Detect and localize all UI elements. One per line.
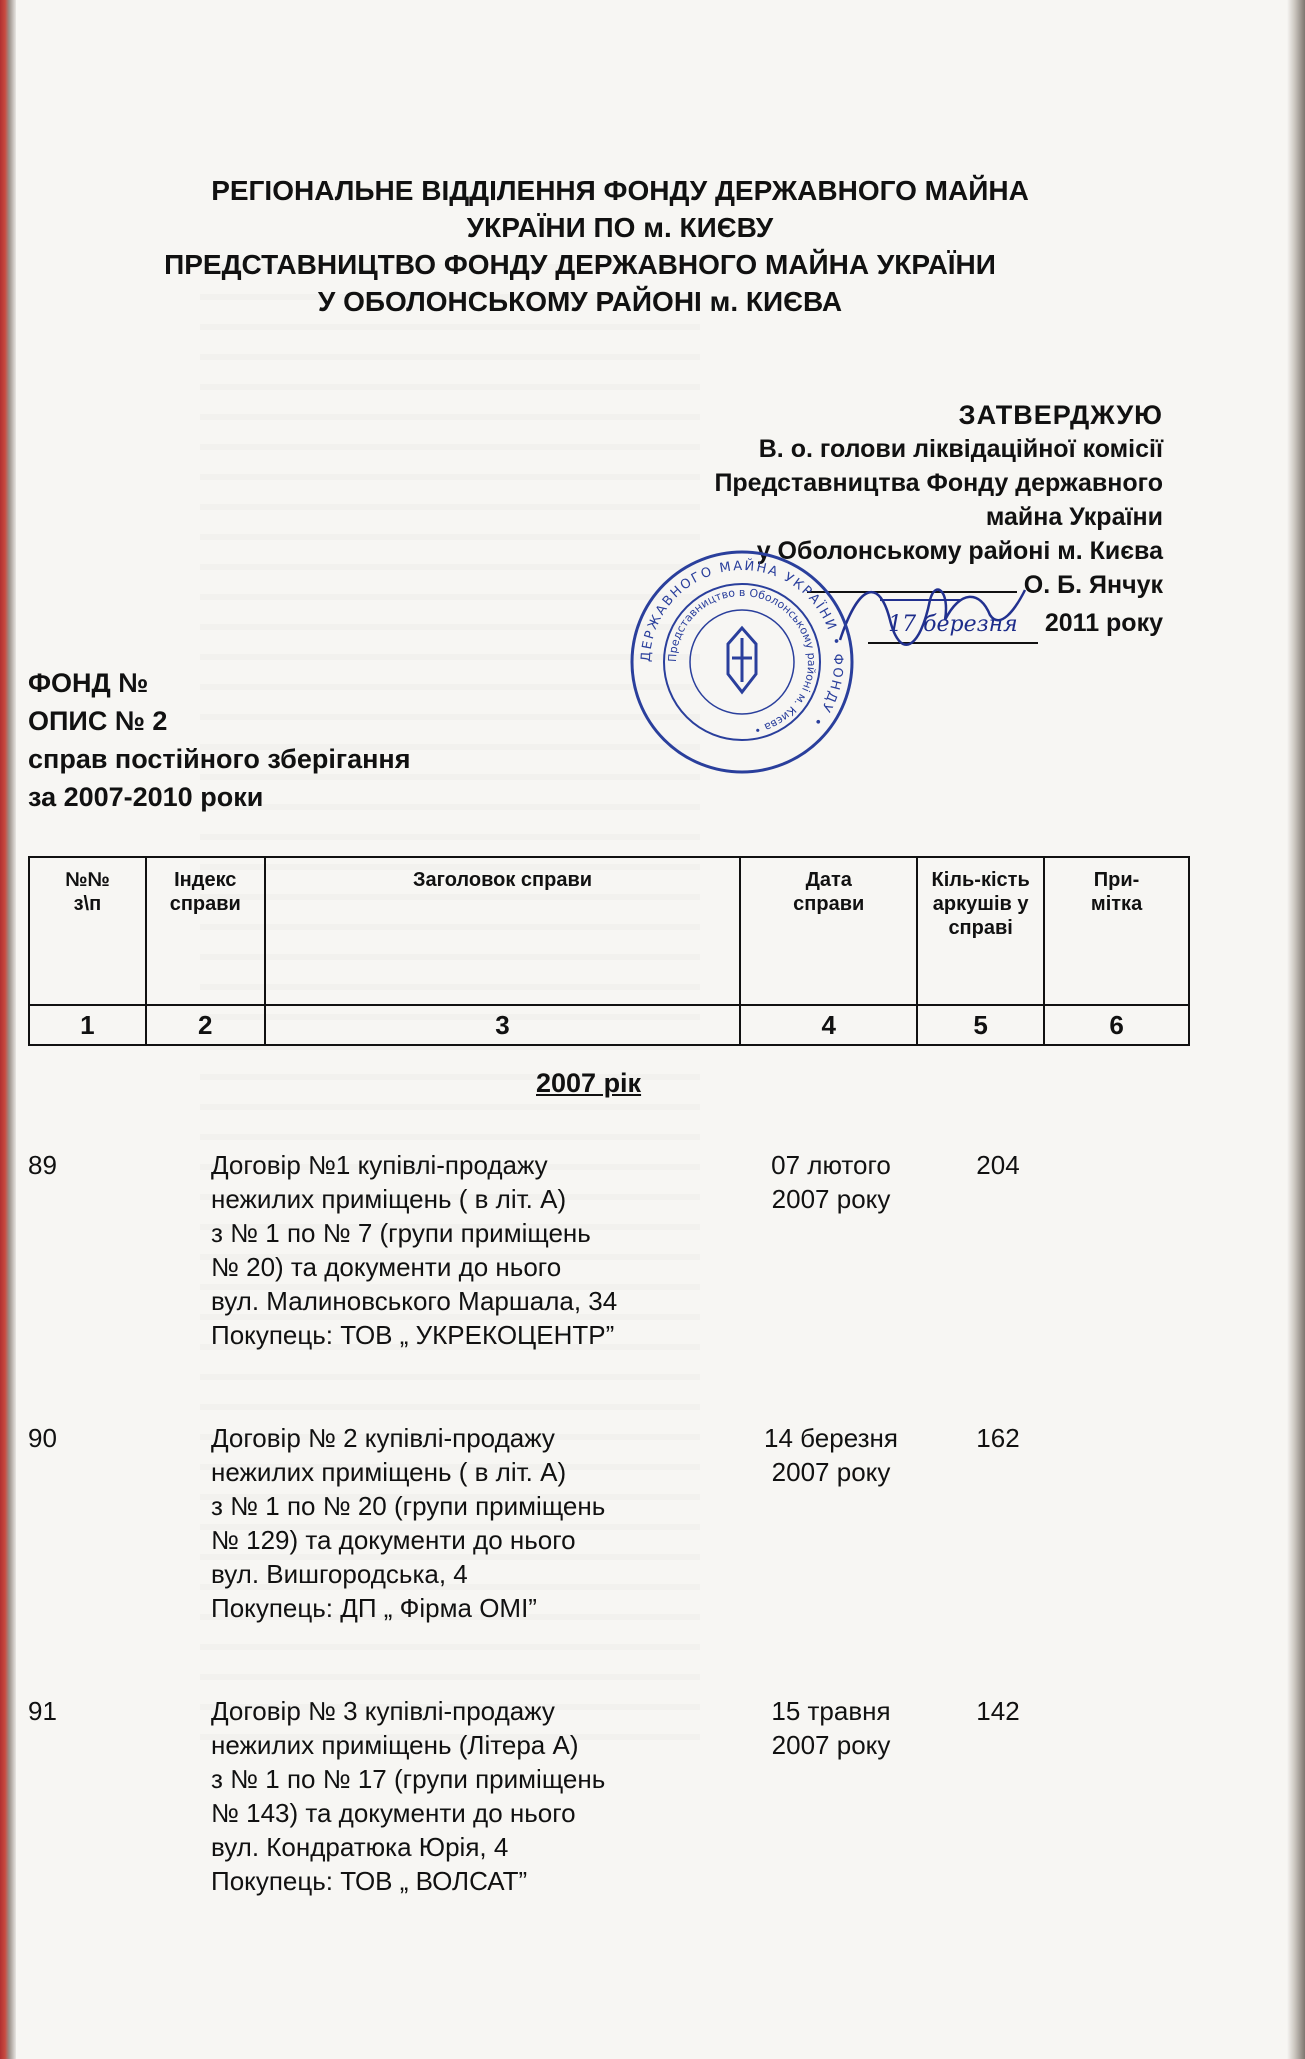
entry-date: 14 березня 2007 року (764, 1423, 898, 1487)
approval-title: ЗАТВЕРДЖУЮ (958, 400, 1163, 430)
entry-number: 89 (28, 1150, 57, 1180)
inventory-table-header (28, 856, 1190, 1046)
inventory-entry (28, 1148, 1190, 1358)
inventory-entry (28, 1694, 1190, 1904)
col-header-index: Індекс справи (146, 857, 265, 1005)
entry-sheets: 142 (976, 1696, 1020, 1726)
approval-line-4: у Оболонському районі м. Києва (756, 537, 1163, 565)
fond-number: ФОНД № (28, 668, 149, 698)
col-header-num: №№ з\п (29, 857, 146, 1005)
approval-line-2: Представництва Фонду державного (714, 469, 1163, 497)
inventory-number: ОПИС № 2 (28, 706, 168, 736)
entry-sheets: 162 (976, 1423, 1020, 1453)
official-stamp (628, 548, 856, 776)
approval-line-1: В. о. голови ліквідаційної комісії (758, 435, 1163, 463)
stamp-outer-text: ДЕРЖАВНОГО МАЙНА УКРАЇНИ • ФОНДУ • (638, 558, 846, 731)
entry-date: 07 лютого 2007 року (771, 1150, 891, 1214)
entry-title: Договір №1 купівлі-продажу нежилих приміщень ( в літ. А) з № 1 по № 7 (групи приміщень № 20) та документи до нього вул. Малиновського Маршала, 34 Покупець: ТОВ „ УКРЕКОЦЕНТР” (211, 1150, 618, 1350)
col-header-sheets: Кіль-кість аркушів у справі (917, 857, 1044, 1005)
col-header-date: Дата справи (740, 857, 917, 1005)
entry-title: Договір № 3 купівлі-продажу нежилих приміщень (Літера А) з № 1 по № 17 (групи приміщень № 143) та документи до нього вул. Кондратюка Юрія, 4 Покупець: ТОВ „ ВОЛСАТ” (211, 1696, 606, 1896)
stamp-inner-text: Представництво в Оболонському районі м. Києва • (665, 585, 819, 737)
col-number: 1 (29, 1005, 146, 1045)
handwritten-date: 17 березня (868, 608, 1038, 644)
signatory-name: О. Б. Янчук (1023, 571, 1163, 599)
header-line-3: ПРЕДСТАВНИЦТВО ФОНДУ ДЕРЖАВНОГО МАЙНА УКРАЇНИ (164, 249, 996, 280)
header-line-2: УКРАЇНИ ПО м. КИЄВУ (466, 212, 774, 243)
header-line-4: У ОБОЛОНСЬКОМУ РАЙОНІ м. КИЄВА (317, 286, 843, 317)
inventory-entry (28, 1421, 1190, 1631)
col-number: 2 (146, 1005, 265, 1045)
approval-line-3: майна України (985, 503, 1163, 531)
entry-title: Договір № 2 купівлі-продажу нежилих приміщень ( в літ. А) з № 1 по № 20 (групи приміщень № 129) та документи до нього вул. Вишгородська, 4 Покупець: ДП „ Фірма ОМІ” (211, 1423, 606, 1623)
col-header-title: Заголовок справи (265, 857, 741, 1005)
col-number: 4 (740, 1005, 917, 1045)
page-shadow-edge (1287, 0, 1305, 2059)
entry-sheets: 204 (976, 1150, 1020, 1180)
inventory-period: за 2007-2010 роки (28, 782, 264, 812)
entry-number: 90 (28, 1423, 57, 1453)
col-number: 5 (917, 1005, 1044, 1045)
entry-number: 91 (28, 1696, 57, 1726)
binding-edge (0, 0, 16, 2059)
col-number: 6 (1044, 1005, 1189, 1045)
header-line-1: РЕГІОНАЛЬНЕ ВІДДІЛЕННЯ ФОНДУ ДЕРЖАВНОГО МАЙНА (211, 175, 1029, 206)
col-header-note: При-мітка (1044, 857, 1189, 1005)
fond-block (28, 664, 410, 816)
entry-date: 15 травня 2007 року (771, 1696, 891, 1760)
inventory-description: справ постійного зберігання (28, 744, 411, 774)
col-number: 3 (265, 1005, 741, 1045)
trident-emblem-icon (728, 628, 756, 692)
approval-year: 2011 року (1044, 609, 1163, 637)
section-year: 2007 рік (536, 1068, 642, 1098)
